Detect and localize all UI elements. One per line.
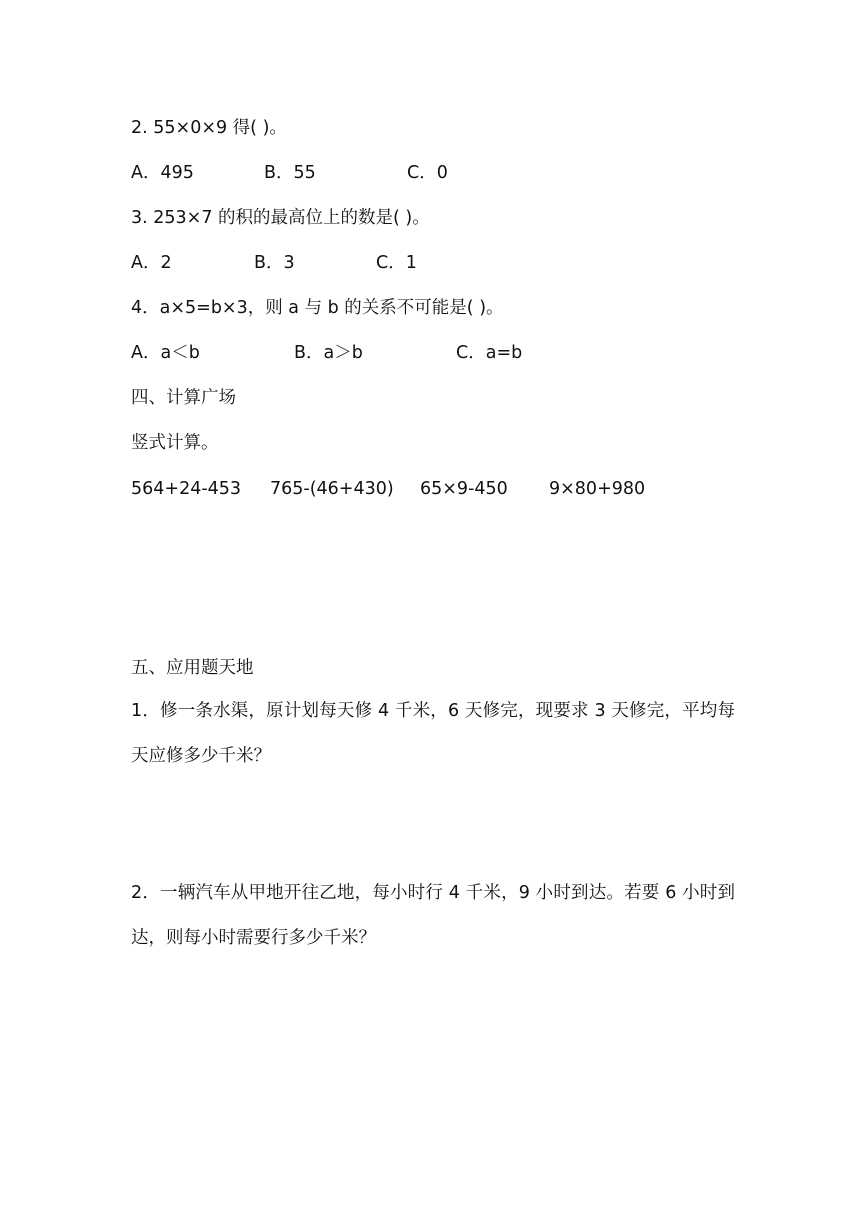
option-a: A．a＜b xyxy=(131,343,200,363)
question-2: 2. 55×0×9 得( )。 xyxy=(131,118,287,138)
option-b: B．55 xyxy=(264,163,316,183)
option-b: B．a＞b xyxy=(294,343,363,363)
option-c: C．a=b xyxy=(456,343,523,363)
option-c: C．1 xyxy=(376,253,417,273)
option-b: B．3 xyxy=(254,253,295,273)
question-3: 3. 253×7 的积的最高位上的数是( )。 xyxy=(131,208,430,228)
section-4-heading: 四、计算广场 xyxy=(131,388,236,408)
word-problem-1: 1．修一条水渠，原计划每天修 4 千米，6 天修完，现要求 3 天修完，平均每天应修多少千米？ xyxy=(131,701,735,766)
calc-expression-2: 765-(46+430) xyxy=(270,479,394,499)
option-a: A．495 xyxy=(131,163,194,183)
section-5-heading: 五、应用题天地 xyxy=(131,658,254,678)
section-4-instruction: 竖式计算。 xyxy=(131,433,219,453)
option-a: A．2 xyxy=(131,253,172,273)
calc-expression-3: 65×9-450 xyxy=(420,479,508,499)
question-4: 4．a×5=b×3，则 a 与 b 的关系不可能是( )。 xyxy=(131,298,504,318)
option-c: C．0 xyxy=(407,163,448,183)
word-problem-2: 2．一辆汽车从甲地开往乙地，每小时行 4 千米，9 小时到达。若要 6 小时到达，则每小时需要行多少千米？ xyxy=(131,883,735,948)
calc-expression-1: 564+24-453 xyxy=(131,479,242,499)
calc-expression-4: 9×80+980 xyxy=(549,479,646,499)
